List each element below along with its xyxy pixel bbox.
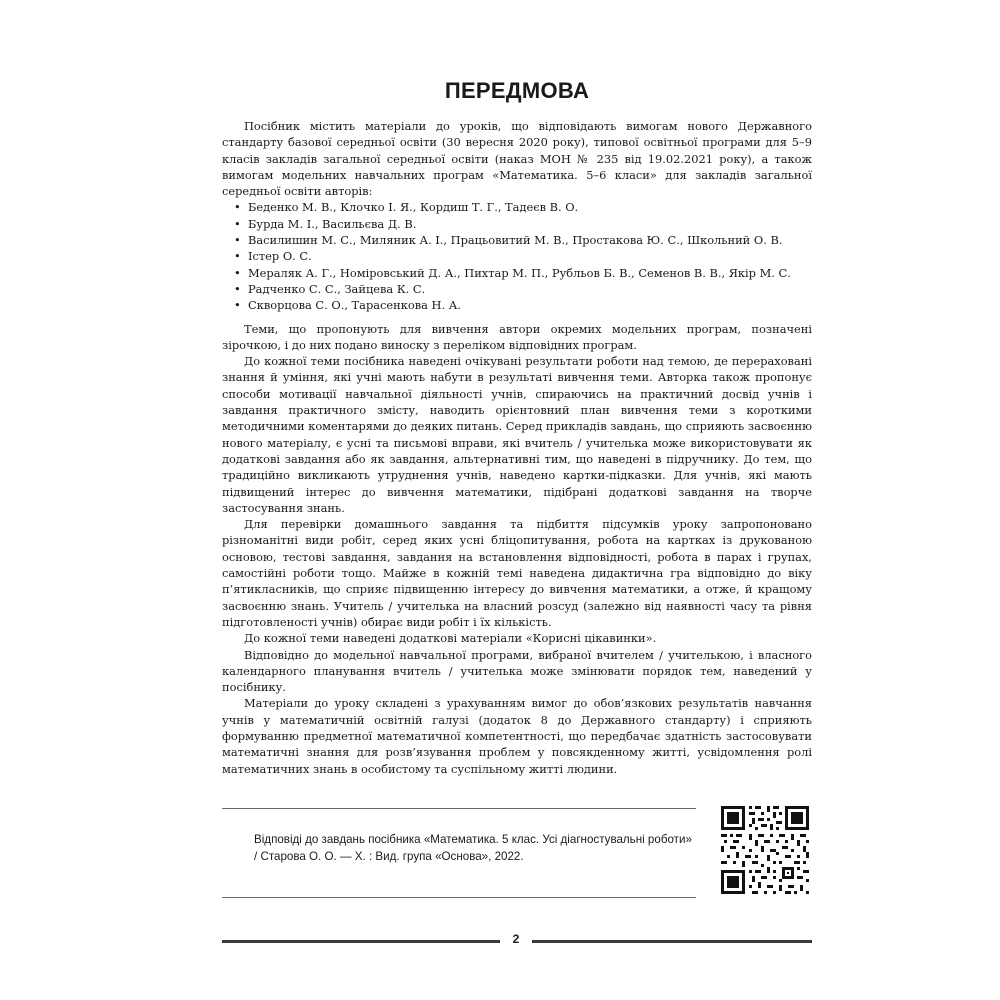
authors-list-item: • Радченко С. С., Зайцева К. С. — [234, 281, 812, 297]
authors-list-item: • Бурда М. І., Васильєва Д. В. — [234, 216, 812, 232]
intro-paragraph: Посібник містить матеріали до уроків, що відповідають вимогам нового Державного стандарту базової середньої освіти (30 вересня 2020 року), типової освітньої програми для 5–9 класів закладів загальної середньої освіти (наказ МОН № 235 від 19.02.2021 року), а також вимогам модельних навчальних програм «Математика. 5–6 класи» для закладів загальної середньої освіти авторів: — [222, 119, 812, 199]
footer-rule-left — [222, 940, 500, 943]
qr-code-icon[interactable] — [718, 803, 812, 897]
footer-rule-right — [532, 940, 812, 943]
authors-list-item: • Мераляк А. Г., Номіровський Д. А., Пихтар М. П., Рубльов Б. В., Семенов В. В., Якір М. С. — [234, 265, 812, 281]
footnote-line-1: Відповіді до завдань посібника «Математика. 5 клас. Усі діагностувальні роботи» — [254, 833, 692, 846]
footnote-bottom-rule — [222, 897, 696, 898]
authors-list-item: • Істер О. С. — [234, 248, 812, 264]
paragraph-standards: Матеріали до уроку складені з урахуванням вимог до обов’язкових результатів навчання учнів у математичній освітній галузі (додаток 8 до Державного стандарту) і сприяють формуванню предметної математичної компетентності, що передбачає здатність застосовувати математичні знання для розв’язування проблем у повсякденному житті, усвідомлення ролі математичних знань в особистому та суспільному житті людини. — [222, 696, 812, 776]
authors-list-item: • Василишин М. С., Миляник А. І., Працьовитий М. В., Простакова Ю. С., Школьний О. В. — [234, 232, 812, 248]
authors-list-item: • Скворцова С. О., Тарасенкова Н. А. — [234, 297, 812, 313]
preface-body — [222, 118, 812, 777]
footnote-top-rule — [222, 808, 696, 809]
answers-footnote — [254, 832, 714, 865]
paragraph-structure: До кожної теми посібника наведені очікувані результати роботи над темою, де перераховані знання й уміння, які учні мають набути в результаті вивчення теми. Авторка також пропонує способи мотивації навчальної діяльності учнів, спираючись на практичний досвід учнів і завдання практичного змісту, наводить орієнтовний план вивчення теми з короткими методичними коментарями до деяких питань. Серед прикладів завдань, що сприяють засвоєнню нового матеріалу, є усні та письмові вправи, які вчитель / учителька може використовувати як додаткові завдання або як завдання, альтернативні тим, що наведені в підручнику. До тем, що традиційно викликають утруднення учнів, наведено картки-підказки. Для учнів, які мають підвищений інтерес до вивчення математики, підібрані додаткові завдання на творче застосування знань. — [222, 354, 812, 515]
paragraph-assessment: Для перевірки домашнього завдання та підбиття підсумків уроку запропоновано різноманітні види робіт, серед яких усні бліцопитування, робота на картках із друкованою основою, тестові завдання, завдання на встановлення відповідності, робота в парах і групах, самостійні роботи тощо. Майже в кожній темі наведена дидактична гра відповідно до віку п’ятикласників, що сприяє підвищенню інтересу до вивчення математики, а отже, й кращому засвоєнню знань. Учитель / учителька на власний розсуд (залежно від наявності часу та рівня підготовленості учнів) обирає види робіт і їх кількість. — [222, 517, 812, 629]
authors-list-item: • Беденко М. В., Клочко І. Я., Кордиш Т. Г., Тадеєв В. О. — [234, 199, 812, 215]
paragraph-topics: Теми, що пропонують для вивчення автори окремих модельних програм, позначені зірочкою, і до них подано виноску з переліком відповідних програм. — [222, 321, 812, 352]
footnote-line-2: / Старова О. О. — Х. : Вид. група «Основа», 2022. — [254, 849, 524, 863]
paragraph-extra-materials: До кожної теми наведені додаткові матеріали «Корисні цікавинки». — [244, 631, 657, 646]
page-content — [222, 70, 812, 777]
authors-list — [222, 199, 812, 313]
page-title: ПЕРЕДМОВА — [444, 78, 590, 103]
page-number: 2 — [512, 932, 520, 946]
paragraph-order: Відповідно до модельної навчальної програми, вибраної вчителем / учителькою, і власного календарного планування вчитель / учителька може змінювати порядок тем, наведений у посібнику. — [222, 647, 812, 695]
